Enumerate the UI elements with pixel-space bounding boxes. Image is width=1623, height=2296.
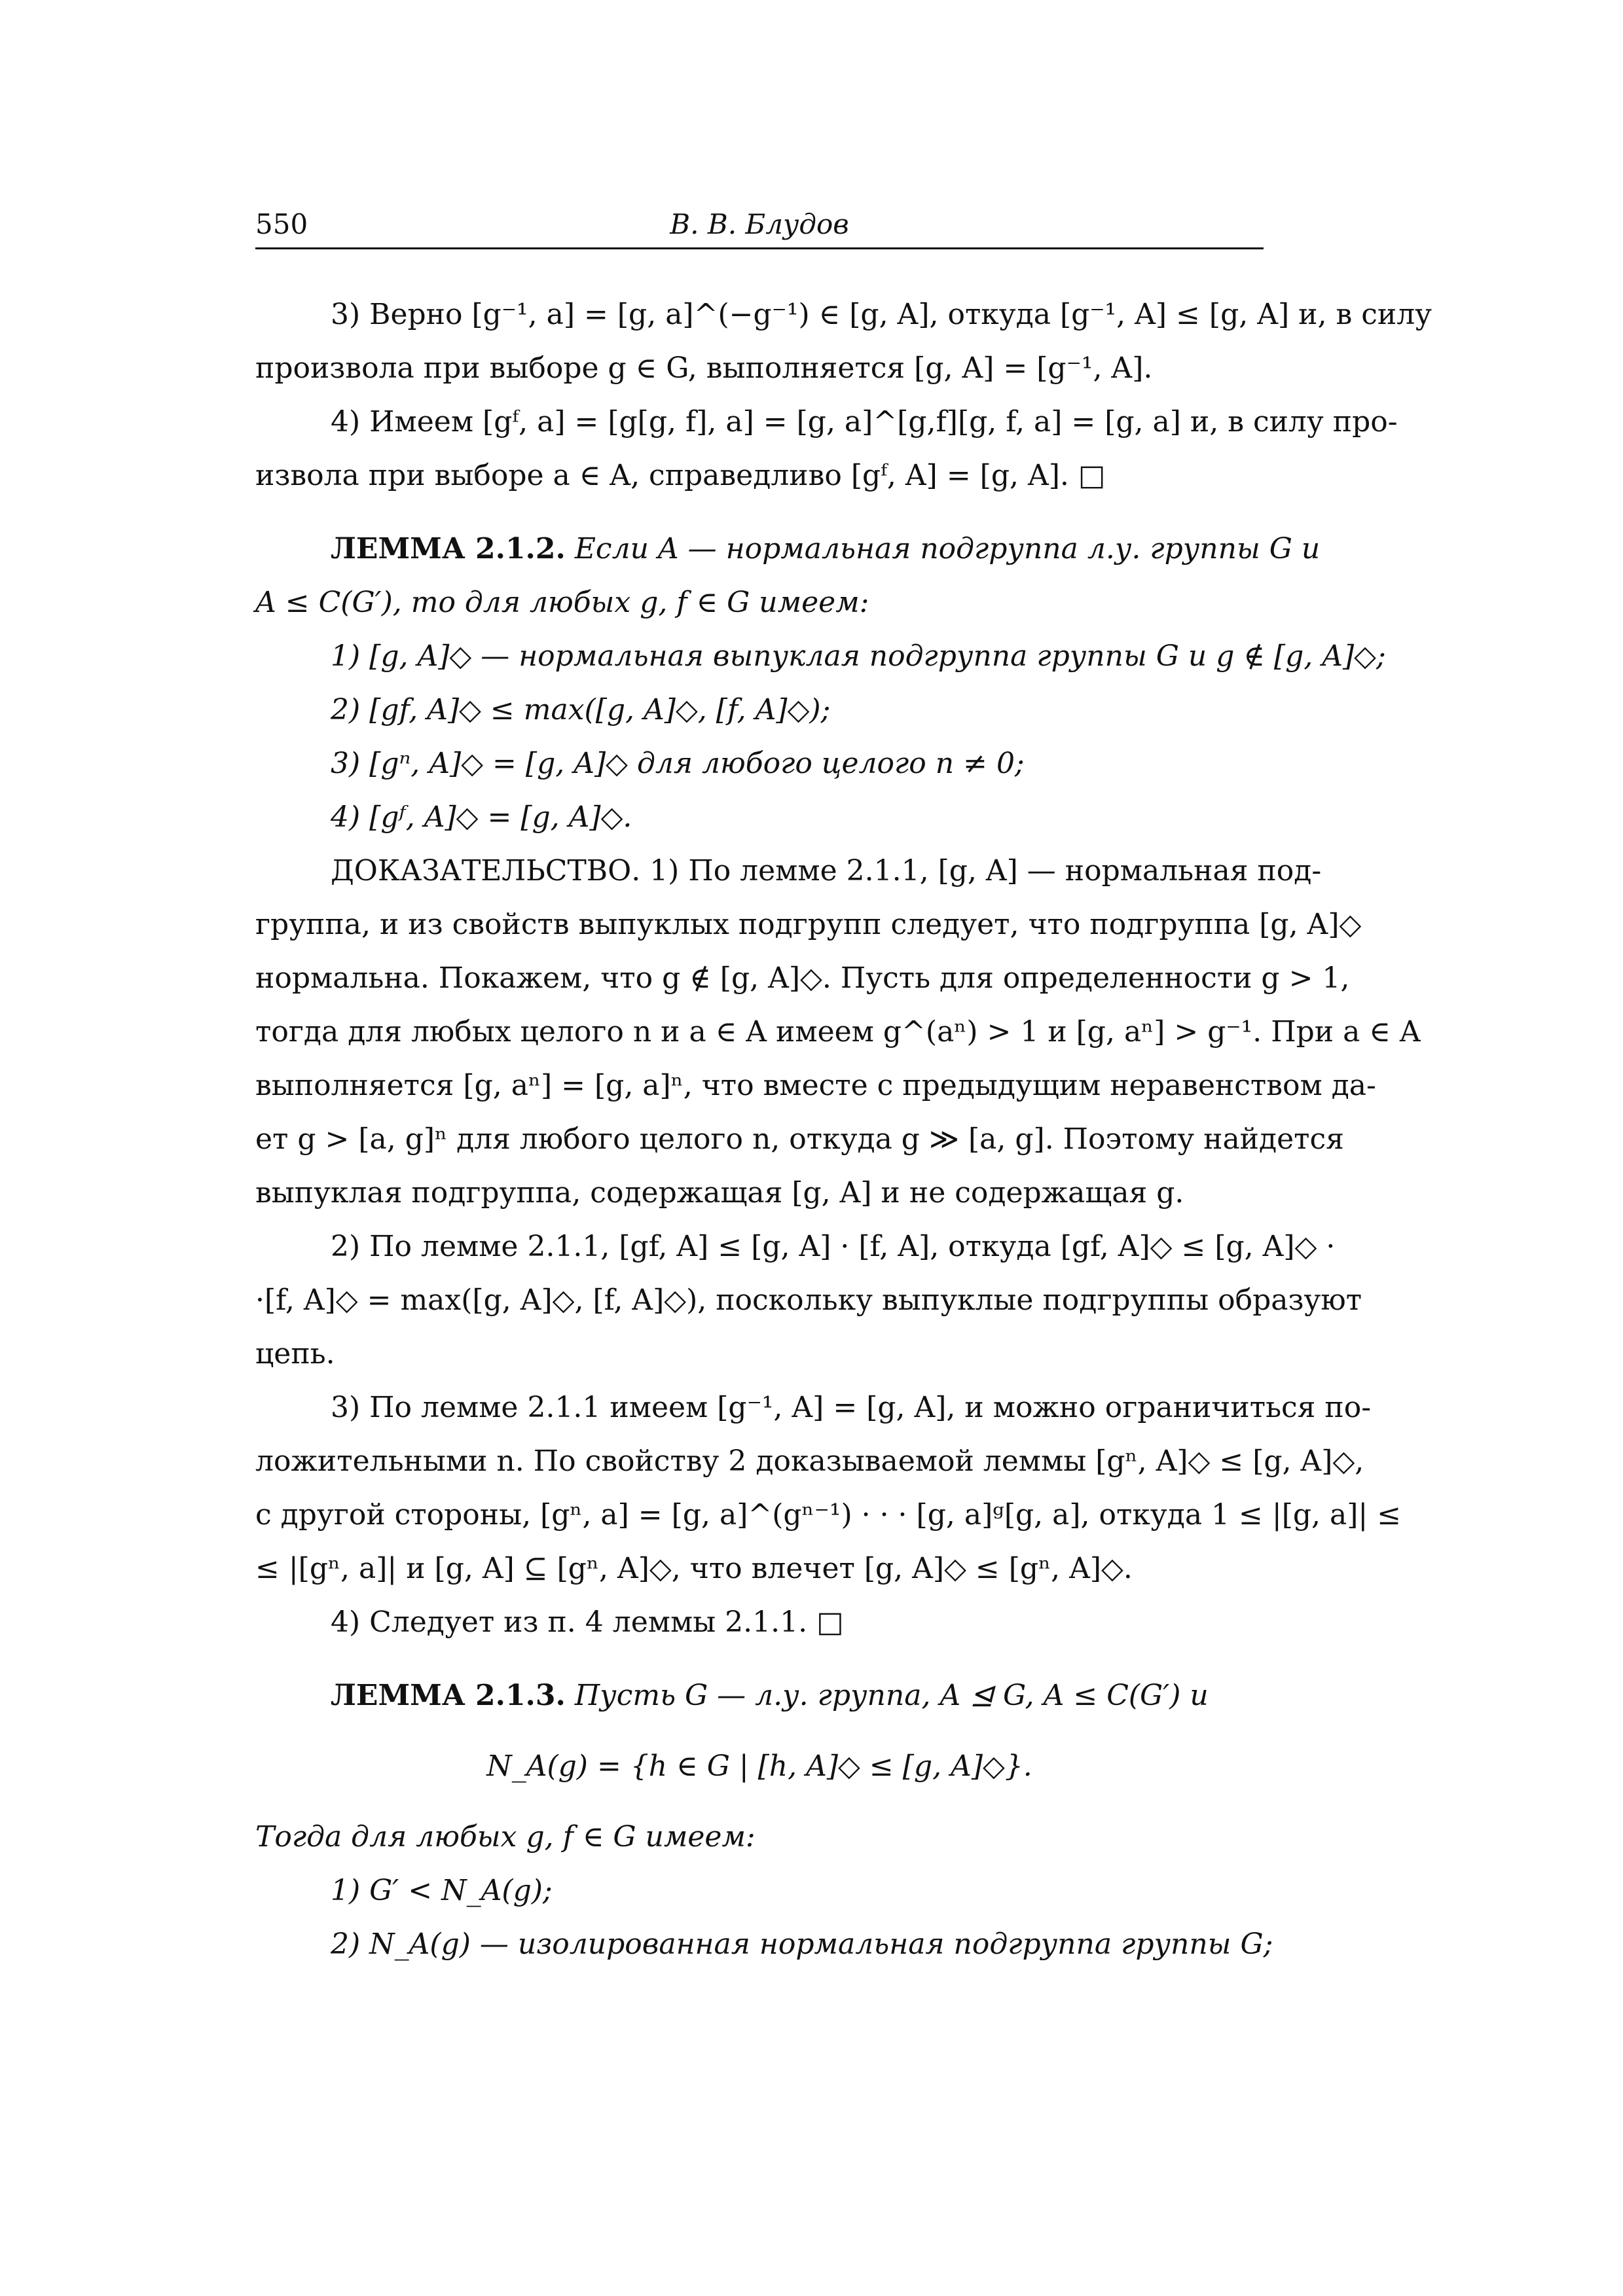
proof-line: ДОКАЗАТЕЛЬСТВО. 1) По лемме 2.1.1, [g, A] — нормальная под-	[331, 854, 1322, 888]
proof-line: нормальна. Покажем, что g ∉ [g, A]◇. Пусть для определенности g > 1,	[255, 961, 1350, 995]
page-header	[255, 208, 1264, 247]
lemma-heading-line	[255, 522, 1321, 576]
lemma-statement: Если A — нормальная подгруппа л.у. группы G и	[574, 532, 1321, 565]
display-formula: N_A(g) = {h ∈ G | [h, A]◇ ≤ [g, A]◇}.	[486, 1749, 1032, 1783]
lemma-heading-line	[255, 1669, 1264, 1723]
lemma-item: 4) [gᶠ, A]◇ = [g, A]◇.	[331, 800, 632, 834]
proof-line: с другой стороны, [gⁿ, a] = [g, a]^(gⁿ⁻¹) · · · [g, a]ᵍ[g, a], откуда 1 ≤ |[g, a]| ≤	[255, 1498, 1402, 1532]
proof-line: тогда для любых целого n и a ∈ A имеем g^(aⁿ) > 1 и [g, aⁿ] > g⁻¹. При a ∈ A	[255, 1015, 1421, 1049]
lemma-item: 3) [gⁿ, A]◇ = [g, A]◇ для любого целого n ≠ 0;	[331, 747, 1025, 780]
proof-line: ·[f, A]◇ = max([g, A]◇, [f, A]◇), поскольку выпуклые подгруппы образуют	[255, 1283, 1362, 1317]
proof-line: 2) По лемме 2.1.1, [gf, A] ≤ [g, A] · [f, A], откуда [gf, A]◇ ≤ [g, A]◇ ·	[331, 1230, 1336, 1263]
proof-line: ет g > [a, g]ⁿ для любого целого n, откуда g ≫ [a, g]. Поэтому найдется	[255, 1122, 1344, 1156]
lemma-item: 1) [g, A]◇ — нормальная выпуклая подгруппа группы G и g ∉ [g, A]◇;	[331, 639, 1386, 673]
header-rule	[255, 247, 1264, 249]
proof-line: 4) Следует из п. 4 леммы 2.1.1. □	[331, 1605, 844, 1639]
lemma-title: ЛЕММА 2.1.2.	[331, 532, 566, 565]
lemma-item: 2) [gf, A]◇ ≤ max([g, A]◇, [f, A]◇);	[331, 693, 831, 726]
proof-line: группа, и из свойств выпуклых подгрупп следует, что подгруппа [g, A]◇	[255, 908, 1362, 941]
lemma-item: 2) N_A(g) — изолированная нормальная подгруппа группы G;	[331, 1928, 1273, 1961]
running-head: В. В. Блудов	[670, 208, 849, 240]
lemma-title: ЛЕММА 2.1.3.	[331, 1679, 566, 1712]
proof-line: ≤ |[gⁿ, a]| и [g, A] ⊆ [gⁿ, A]◇, что влечет [g, A]◇ ≤ [gⁿ, A]◇.	[255, 1552, 1133, 1585]
lemma-item: 1) G′ < N_A(g);	[331, 1874, 553, 1907]
page-number: 550	[255, 208, 308, 240]
proof-line: цепь.	[255, 1337, 335, 1371]
proof-line: выполняется [g, aⁿ] = [g, a]ⁿ, что вместе с предыдущим неравенством да-	[255, 1069, 1376, 1102]
proof-line: 3) По лемме 2.1.1 имеем [g⁻¹, A] = [g, A], и можно ограничиться по-	[331, 1391, 1372, 1424]
lemma-statement-line: Тогда для любых g, f ∈ G имеем:	[255, 1820, 756, 1854]
body-line: 3) Верно [g⁻¹, a] = [g, a]^(−g⁻¹) ∈ [g, A], откуда [g⁻¹, A] ≤ [g, A] и, в силу	[331, 298, 1432, 331]
lemma-statement: Пусть G — л.у. группа, A ⊴ G, A ≤ C(G′) и	[574, 1679, 1209, 1712]
proof-line: ложительными n. По свойству 2 доказываемой леммы [gⁿ, A]◇ ≤ [g, A]◇,	[255, 1444, 1364, 1478]
proof-line: выпуклая подгруппа, содержащая [g, A] и не содержащая g.	[255, 1176, 1184, 1210]
page-body	[255, 288, 1432, 1971]
body-line: 4) Имеем [gᶠ, a] = [g[g, f], a] = [g, a]^[g,f][g, f, a] = [g, a] и, в силу про-	[331, 405, 1398, 439]
body-line: произвола при выборе g ∈ G, выполняется [g, A] = [g⁻¹, A].	[255, 351, 1153, 385]
body-line: извола при выборе a ∈ A, справедливо [gᶠ, A] = [g, A]. □	[255, 459, 1106, 492]
lemma-statement-line: A ≤ C(G′), то для любых g, f ∈ G имеем:	[255, 586, 869, 619]
